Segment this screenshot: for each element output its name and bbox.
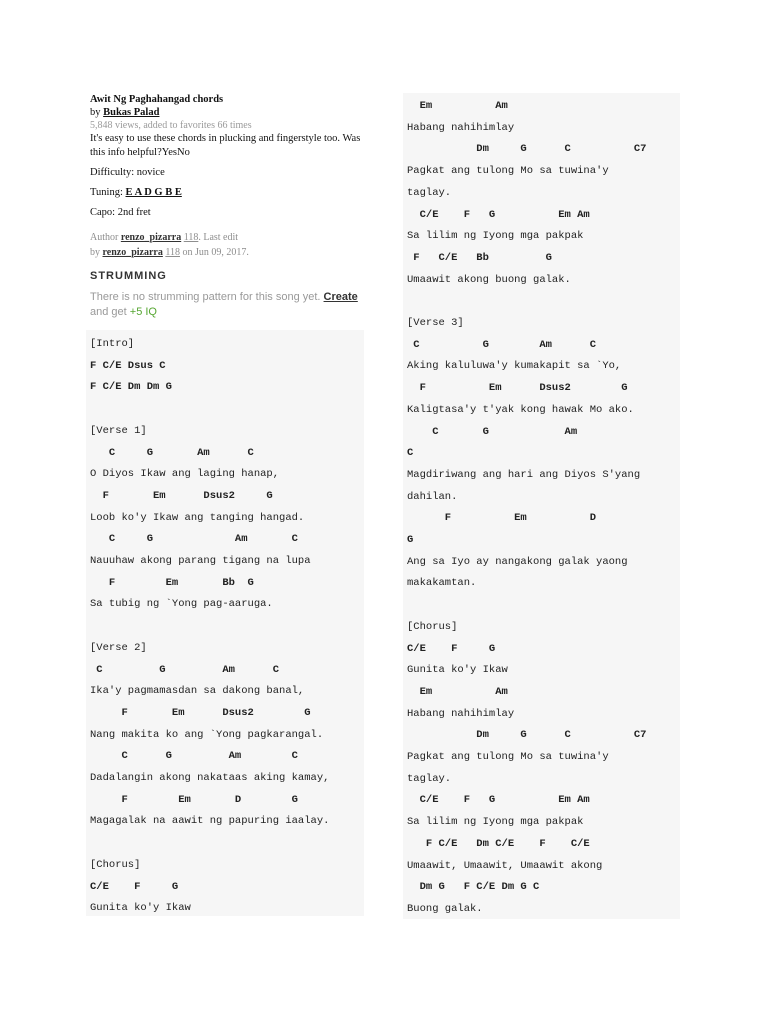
chord-sheet-left xyxy=(86,330,364,916)
chord-line: C/E F G Em Am xyxy=(407,208,590,221)
lyric-line: Ang sa Iyo ay nangakong galak yaong xyxy=(407,555,628,568)
section-header: [Intro] xyxy=(90,338,135,350)
lyric-line: Kaligtasa'y t'yak kong hawak Mo ako. xyxy=(407,403,634,416)
lyric-line: Magagalak na aawit ng papuring iaalay. xyxy=(90,815,330,828)
lyric-line: Pagkat ang tulong Mo sa tuwina'y xyxy=(407,165,609,178)
by-prefix: by xyxy=(90,107,104,118)
chord-line: F C/E Bb G xyxy=(407,251,552,264)
section-header: [Chorus] xyxy=(90,858,141,871)
chord-line: C G Am C xyxy=(90,663,280,676)
lyric-line: Loob ko'y Ikaw ang tanging hangad. xyxy=(90,511,305,524)
section-header: [Verse 1] xyxy=(90,424,147,437)
lyric-line: Dadalangin akong nakataas aking kamay, xyxy=(90,772,330,784)
chord-line: F C/E Dsus C xyxy=(90,359,166,372)
and-get-text: and get xyxy=(90,306,130,318)
lyric-line: Gunita ko'y Ikaw xyxy=(90,902,191,915)
chord-line: F Em D xyxy=(407,512,597,525)
difficulty-value: novice xyxy=(136,167,165,178)
editor-iq[interactable]: 118 xyxy=(165,247,180,258)
editor-line xyxy=(90,245,364,260)
lyric-line: makakamtan. xyxy=(407,577,477,590)
artist-link[interactable]: Bukas Palad xyxy=(103,107,160,118)
lyric-line: Nauuhaw akong parang tigang na lupa xyxy=(90,555,311,567)
strumming-message: There is no strumming pattern for this song yet. xyxy=(90,291,324,303)
chord-sheet-right xyxy=(403,93,680,919)
chord-line: Dm G C C7 xyxy=(407,729,647,742)
section-header: [Verse 3] xyxy=(407,317,464,329)
chord-line: C/E F G Em Am xyxy=(407,794,590,807)
lyric-line: Magdiriwang ang hari ang Diyos S'yang xyxy=(407,468,641,481)
chord-line: C xyxy=(407,447,414,460)
lyric-line: Umaawit, Umaawit, Umaawit akong xyxy=(407,859,603,872)
chord-line: F Em Dsus2 G xyxy=(407,382,628,395)
lyric-line: Sa lilim ng Iyong mga pakpak xyxy=(407,816,584,829)
lyric-line: Ika'y pagmamasdan sa dakong banal, xyxy=(90,685,305,698)
tuning-link[interactable]: E A D G B E xyxy=(125,187,182,198)
create-strumming-link[interactable]: Create xyxy=(323,291,358,303)
lyric-line: Gunita ko'y Ikaw xyxy=(407,664,508,677)
lyric-line: O Diyos Ikaw ang laging hanap, xyxy=(90,468,280,481)
lyric-line: Umaawit akong buong galak. xyxy=(407,273,571,286)
chord-line: C/E F G xyxy=(407,642,496,655)
by-label: by xyxy=(90,247,103,258)
song-artist-line xyxy=(90,106,364,119)
view-count: 5,848 views, added to favorites 66 times xyxy=(90,120,252,131)
lyric-line: dahilan. xyxy=(407,490,458,503)
lyric-line: Nang makita ko ang `Yong pagkarangal. xyxy=(90,728,324,741)
section-header: [Verse 2] xyxy=(90,641,147,654)
lyric-line: Habang nahihimlay xyxy=(407,707,515,720)
chord-line: F Em Dsus2 G xyxy=(90,706,311,719)
lyric-line: Aking kaluluwa'y kumakapit sa `Yo, xyxy=(407,360,622,373)
chord-line: G xyxy=(407,534,414,546)
lyric-line: Sa lilim ng Iyong mga pakpak xyxy=(407,230,584,243)
author-label: Author xyxy=(90,232,121,243)
chord-line: C G Am C xyxy=(90,750,298,763)
tuning xyxy=(90,186,364,200)
chord-line: C G Am xyxy=(407,425,578,438)
song-info xyxy=(90,93,364,320)
chord-line: Em Am xyxy=(407,100,508,112)
chord-line: F C/E Dm C/E F C/E xyxy=(407,837,590,850)
chord-line: Dm G C C7 xyxy=(407,143,647,156)
song-title: Awit Ng Paghahangad chords xyxy=(90,94,224,105)
author-iq[interactable]: 118 xyxy=(183,232,199,243)
chord-line: Em Am xyxy=(407,685,508,698)
chord-line: F Em Dsus2 G xyxy=(90,489,273,502)
section-header: [Chorus] xyxy=(407,620,458,633)
strumming-heading: STRUMMING xyxy=(90,270,167,282)
lyric-line: Sa tubig ng `Yong pag-aaruga. xyxy=(90,598,273,611)
chord-line: F Em Bb G xyxy=(90,576,254,589)
difficulty xyxy=(90,166,364,180)
song-description: It's easy to use these chords in plucking and fingerstyle too. Was this info helpful?YesNo xyxy=(90,133,361,158)
chord-line: F Em D G xyxy=(90,793,298,806)
chord-line: F C/E Dm Dm G xyxy=(90,381,172,394)
author-line xyxy=(90,230,364,245)
author-link[interactable]: renzo_pizarra xyxy=(120,232,182,243)
tuning-label: Tuning: xyxy=(90,187,126,198)
editor-link[interactable]: renzo_pizarra xyxy=(102,247,163,258)
strumming-text xyxy=(90,290,364,320)
capo: Capo: 2nd fret xyxy=(90,207,151,218)
lyric-line: Pagkat ang tulong Mo sa tuwina'y xyxy=(407,751,609,763)
chord-line: C/E F G xyxy=(90,880,179,893)
edit-date: on Jun 09, 2017. xyxy=(180,247,249,258)
chord-line: C G Am C xyxy=(90,533,298,546)
chord-line: Dm G F C/E Dm G C xyxy=(407,881,540,894)
lyric-line: Habang nahihimlay xyxy=(407,121,515,134)
iq-reward: +5 IQ xyxy=(129,306,157,318)
lyric-line: Buong galak. xyxy=(407,902,483,915)
last-edit-label: . Last edit xyxy=(198,232,239,243)
chord-line: C G Am C xyxy=(407,338,597,351)
difficulty-label: Difficulty: xyxy=(90,167,137,178)
chord-line: C G Am C xyxy=(90,446,254,459)
lyric-line: taglay. xyxy=(407,772,452,785)
lyric-line: taglay. xyxy=(407,186,452,199)
